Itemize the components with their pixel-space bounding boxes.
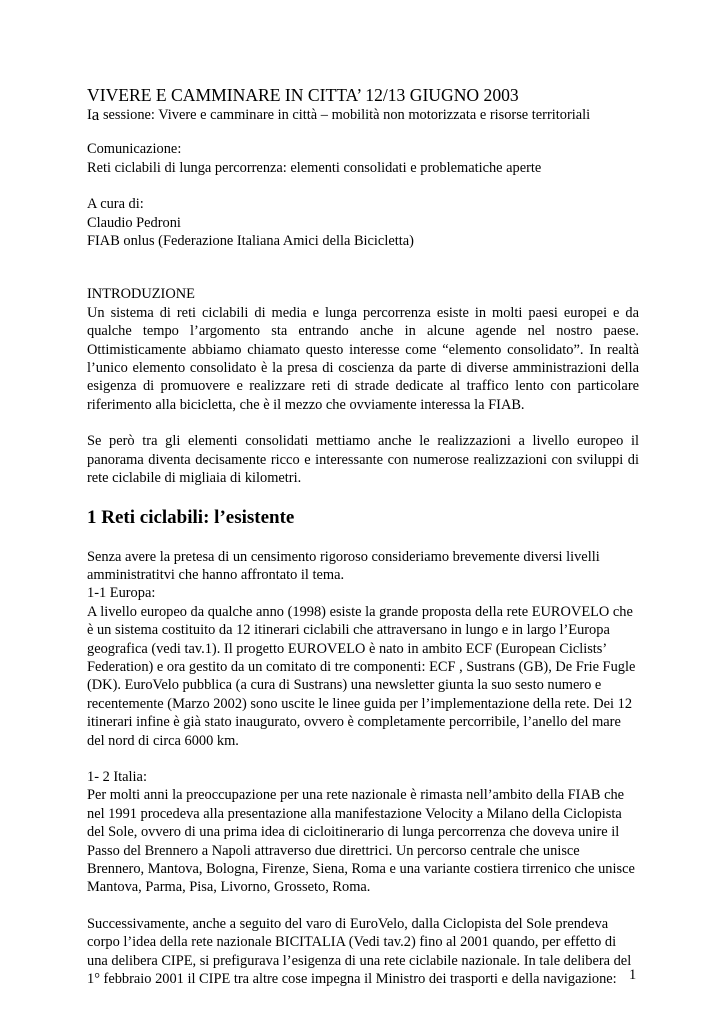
- curator-block: [87, 195, 639, 250]
- page-number: 1: [629, 967, 637, 983]
- italy-label: 1- 2 Italia:: [87, 768, 147, 785]
- intro-paragraph-2: Se però tra gli elementi consolidati mettiamo anche le realizzazioni a livello europeo il panorama diventa decisamente ricco e interessante con numerose realizzazioni con sviluppi di rete ciclabile di migliaia di kilometri.: [87, 433, 639, 487]
- session-number: I: [87, 107, 92, 123]
- italy-block: [87, 768, 639, 897]
- section-1-body: [87, 548, 639, 750]
- europe-paragraph: A livello europeo da qualche anno (1998) esiste la grande proposta della rete EUROVELO che è un sistema costituito da 12 itinerari ciclabili che attraversano in lungo e in largo l’Europa geografica (vedi tav.1). Il progetto EUROVELO è nato in ambito ECF (European Ciclists’ Federation) e ora gestito da un comitato di tre componenti: ECF , Sustrans (GB), De Frie Fugle (DK). EuroVelo pubblica (a cura di Sustrans) una newsletter giunta la suo sesto numero e recentemente (Marzo 2002) sono uscite le linee guida per l’implementazione della rete. Dei 12 itinerari infine è già stato inaugurato, ovvero è completamente percorribile, l’anello del mare del nord di circa 6000 km.: [87, 603, 636, 749]
- italy-paragraph-2: Successivamente, anche a seguito del varo di EuroVelo, dalla Ciclopista del Sole prendeva corpo l’idea della rete nazionale BICITALIA (Vedi tav.2) fino al 2001 quando, per effetto di una delibera CIPE, si prefigurava l’esigenza di una rete ciclabile nazionale. In tale delibera del 1° febbraio 2001 il CIPE tra altre cose impegna il Ministro dei trasporti e della navigazione:: [87, 915, 632, 988]
- curator-org: FIAB onlus (Federazione Italiana Amici della Bicicletta): [87, 233, 414, 250]
- curator-name: Claudio Pedroni: [87, 214, 181, 231]
- section-1-heading: 1 Reti ciclabili: l’esistente: [87, 506, 295, 528]
- communication-text: Reti ciclabili di lunga percorrenza: elementi consolidati e problematiche aperte: [87, 159, 542, 176]
- communication-block: [87, 140, 639, 177]
- section-1-intro: Senza avere la pretesa di un censimento rigoroso consideriamo brevemente diversi livelli amministratitvi che hanno affrontato il tema.: [87, 548, 600, 583]
- curator-label: A cura di:: [87, 196, 144, 213]
- intro-block: [87, 285, 639, 414]
- session-text: sessione: Vivere e camminare in città – mobilità non motorizzata e risorse territoriali: [99, 107, 591, 123]
- document-title: VIVERE E CAMMINARE IN CITTA’ 12/13 GIUGNO 2003: [87, 85, 519, 105]
- session-line: [87, 106, 639, 124]
- intro-heading: INTRODUZIONE: [87, 286, 195, 303]
- italy-paragraph: Per molti anni la preoccupazione per una rete nazionale è rimasta nell’ambito della FIAB che nel 1991 procedeva alla presentazione alla manifestazione Velocity a Milano della Ciclopista del Sole, ovvero di una prima idea di cicloitinerario di lunga percorrenza che doveva unire il Passo del Brennero a Napoli attraverso due direttrici. Un percorso centrale che unisce Brennero, Mantova, Bologna, Firenze, Siena, Roma e una variante costiera tirrenico che unisce Mantova, Parma, Pisa, Livorno, Grosseto, Roma.: [87, 787, 635, 896]
- session-superscript: a: [91, 105, 100, 124]
- intro-paragraph-1: Un sistema di reti ciclabili di media e lunga percorrenza esiste in molti paesi europei e da qualche tempo l’argomento sta entrando anche in alcune agende nel nostro paese. Ottimisticamente abbiamo chiamato questo interesse come “elemento consolidato”. In realtà l’unico elemento consolidato è la presa di coscienza da parte di diverse amministrazioni della esigenza di promuovere e realizzare reti di strade dedicate al traffico lento con particolare riferimento alla bicicletta, che è il mezzo che ovviamente interessa la FIAB.: [87, 304, 639, 413]
- document-page: [87, 84, 639, 988]
- europe-label: 1-1 Europa:: [87, 585, 156, 602]
- communication-label: Comunicazione:: [87, 141, 182, 158]
